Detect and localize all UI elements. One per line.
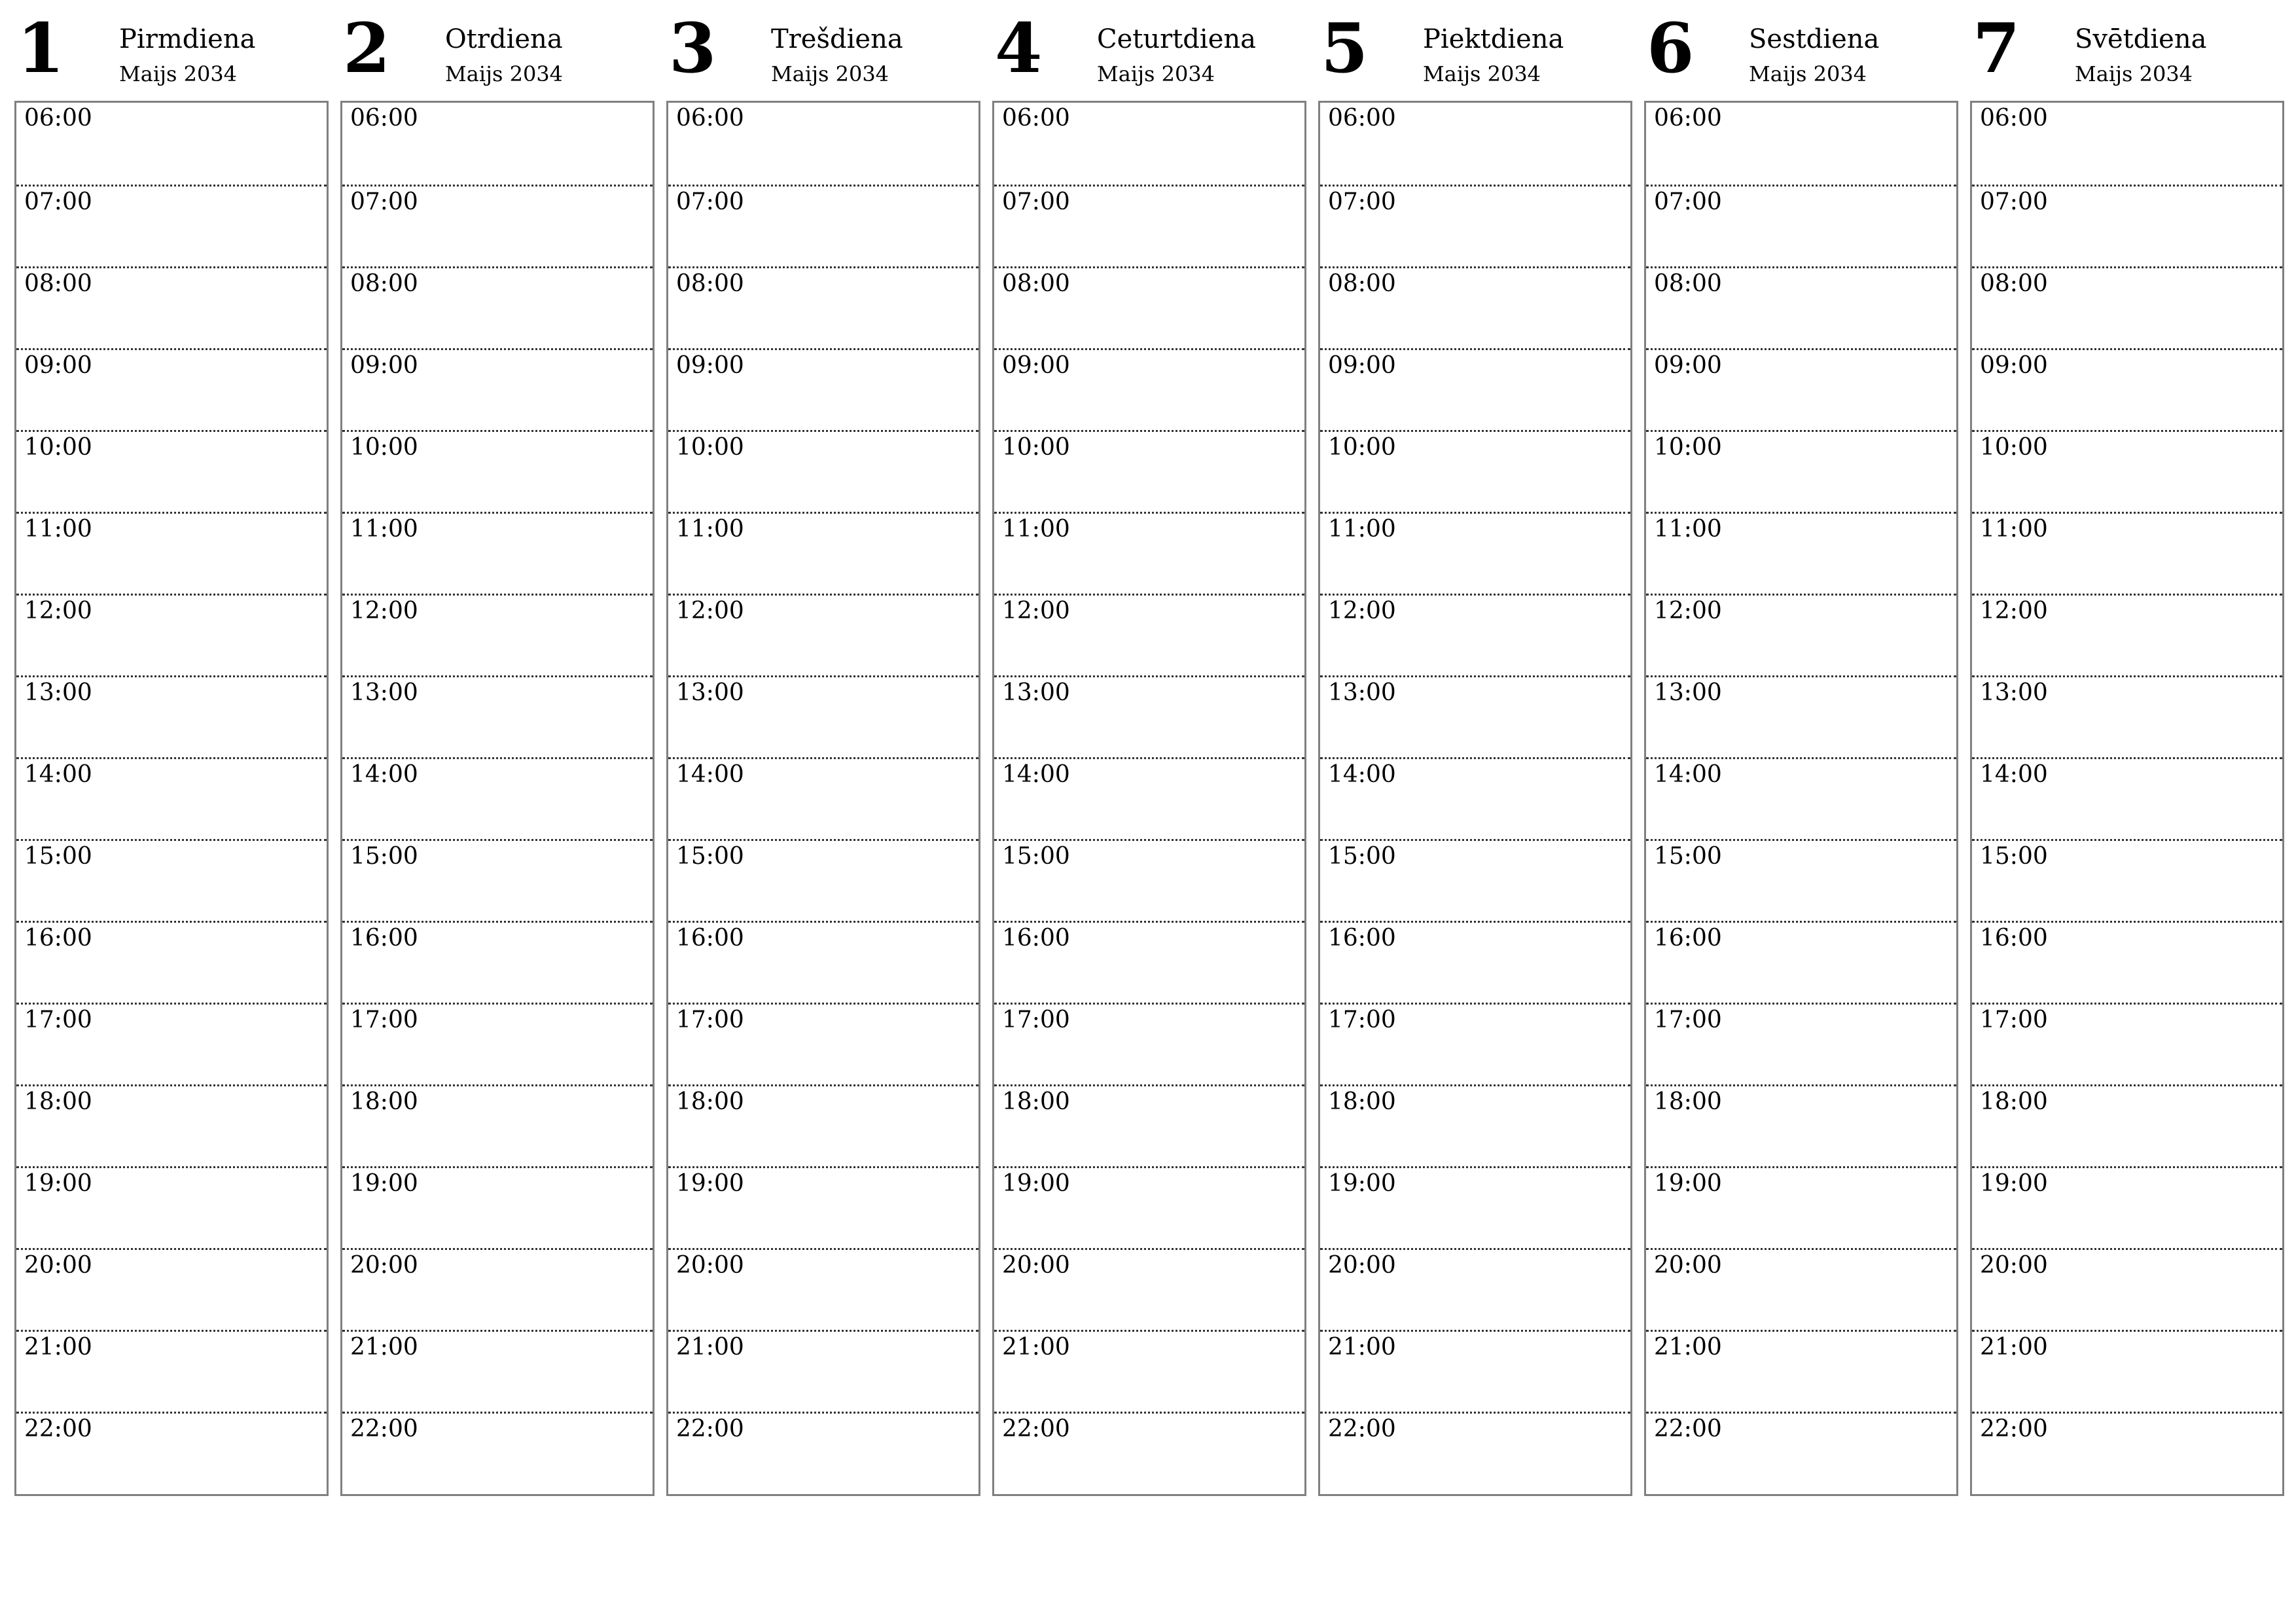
hour-label: 15:00 [1328, 843, 1396, 870]
hour-slot[interactable] [994, 430, 1304, 512]
hour-slot[interactable] [342, 266, 653, 348]
hour-label: 09:00 [24, 352, 92, 379]
hour-slot[interactable] [1320, 185, 1630, 266]
hour-label: 15:00 [676, 843, 744, 870]
hour-label: 07:00 [1002, 188, 1070, 215]
hour-slot[interactable] [16, 1003, 327, 1084]
hour-label: 22:00 [1328, 1416, 1396, 1442]
hour-slot[interactable] [16, 1330, 327, 1412]
hour-label: 18:00 [24, 1088, 92, 1115]
hour-slot[interactable] [1646, 594, 1956, 675]
hour-label: 18:00 [350, 1088, 418, 1115]
hour-slot[interactable] [994, 266, 1304, 348]
hour-slot[interactable] [994, 839, 1304, 921]
hour-slot[interactable] [668, 757, 978, 839]
hour-slot[interactable] [1972, 1330, 2282, 1412]
hour-label: 13:00 [1654, 679, 1722, 706]
hour-label: 20:00 [1980, 1252, 2048, 1279]
hour-label: 18:00 [1328, 1088, 1396, 1115]
hour-label: 08:00 [1328, 270, 1396, 297]
hour-slot[interactable] [16, 839, 327, 921]
hour-slot[interactable] [16, 266, 327, 348]
hour-slot[interactable] [1646, 266, 1956, 348]
day-column [340, 0, 653, 1499]
hour-label: 20:00 [350, 1252, 418, 1279]
hour-label: 17:00 [676, 1007, 744, 1033]
hour-label: 06:00 [1002, 105, 1070, 132]
hour-slot[interactable] [668, 594, 978, 675]
day-header [340, 0, 653, 101]
hour-slot[interactable] [994, 1084, 1304, 1166]
hour-slot[interactable] [342, 757, 653, 839]
hour-slot[interactable] [668, 348, 978, 430]
day-number: 6 [1647, 8, 1695, 88]
day-schedule-box [666, 101, 980, 1496]
hour-label: 06:00 [676, 105, 744, 132]
hour-slot[interactable] [994, 103, 1304, 185]
hour-slot[interactable] [342, 512, 653, 594]
hour-label: 17:00 [1654, 1007, 1722, 1033]
hour-slot[interactable] [342, 1084, 653, 1166]
hour-label: 22:00 [1002, 1416, 1070, 1442]
hour-label: 13:00 [1980, 679, 2048, 706]
hour-label: 10:00 [24, 434, 92, 461]
hour-label: 22:00 [676, 1416, 744, 1442]
hour-label: 18:00 [1002, 1088, 1070, 1115]
hour-slot[interactable] [16, 348, 327, 430]
hour-label: 10:00 [1980, 434, 2048, 461]
hour-label: 22:00 [1654, 1416, 1722, 1442]
hour-slot[interactable] [1320, 1330, 1630, 1412]
hour-label: 06:00 [24, 105, 92, 132]
hour-label: 18:00 [676, 1088, 744, 1115]
hour-slot[interactable] [1972, 1166, 2282, 1248]
day-header [992, 0, 1305, 101]
hour-label: 12:00 [350, 597, 418, 624]
hour-label: 15:00 [1654, 843, 1722, 870]
day-header [666, 0, 979, 101]
hour-slot[interactable] [1972, 1412, 2282, 1493]
day-column [666, 0, 979, 1499]
hour-slot[interactable] [16, 1248, 327, 1330]
hour-slot[interactable] [994, 921, 1304, 1003]
hour-label: 13:00 [24, 679, 92, 706]
hour-slot[interactable] [16, 1166, 327, 1248]
day-column [1644, 0, 1957, 1499]
hour-slot[interactable] [1320, 675, 1630, 757]
day-month-label: Maijs 2034 [771, 62, 889, 86]
hour-label: 21:00 [676, 1334, 744, 1361]
hour-slot[interactable] [668, 839, 978, 921]
hour-label: 07:00 [676, 188, 744, 215]
hour-slot[interactable] [16, 594, 327, 675]
hour-label: 06:00 [350, 105, 418, 132]
hour-slot[interactable] [1972, 103, 2282, 185]
day-number: 7 [1973, 8, 2020, 88]
hour-label: 17:00 [1980, 1007, 2048, 1033]
hour-slot[interactable] [1972, 512, 2282, 594]
hour-slot[interactable] [668, 1003, 978, 1084]
hour-label: 10:00 [1328, 434, 1396, 461]
hour-label: 19:00 [1980, 1170, 2048, 1197]
hour-label: 09:00 [1328, 352, 1396, 379]
hour-label: 21:00 [1002, 1334, 1070, 1361]
hour-slot[interactable] [1972, 348, 2282, 430]
hour-slot[interactable] [342, 594, 653, 675]
hour-label: 08:00 [676, 270, 744, 297]
hour-label: 12:00 [676, 597, 744, 624]
hour-label: 11:00 [676, 516, 744, 543]
hour-label: 18:00 [1654, 1088, 1722, 1115]
hour-label: 20:00 [24, 1252, 92, 1279]
hour-slot[interactable] [1646, 921, 1956, 1003]
day-number: 1 [17, 8, 65, 88]
hour-slot[interactable] [1972, 266, 2282, 348]
hour-label: 08:00 [1980, 270, 2048, 297]
day-name: Otrdiena [445, 24, 563, 54]
hour-slot[interactable] [1972, 839, 2282, 921]
hour-slot[interactable] [668, 921, 978, 1003]
hour-slot[interactable] [668, 1330, 978, 1412]
day-name: Svētdiena [2075, 24, 2207, 54]
day-month-label: Maijs 2034 [119, 62, 238, 86]
hour-label: 09:00 [350, 352, 418, 379]
day-month-label: Maijs 2034 [2075, 62, 2193, 86]
hour-label: 06:00 [1980, 105, 2048, 132]
hour-slot[interactable] [994, 348, 1304, 430]
hour-label: 11:00 [1980, 516, 2048, 543]
hour-label: 19:00 [1654, 1170, 1722, 1197]
hour-label: 22:00 [350, 1416, 418, 1442]
hour-label: 14:00 [1328, 761, 1396, 788]
hour-slot[interactable] [668, 512, 978, 594]
hour-label: 07:00 [24, 188, 92, 215]
hour-label: 15:00 [24, 843, 92, 870]
day-number: 2 [343, 8, 391, 88]
hour-label: 21:00 [24, 1334, 92, 1361]
hour-slot[interactable] [1320, 512, 1630, 594]
hour-slot[interactable] [1320, 103, 1630, 185]
day-name: Sestdiena [1749, 24, 1880, 54]
hour-slot[interactable] [1646, 1248, 1956, 1330]
hour-label: 16:00 [1654, 925, 1722, 952]
hour-slot[interactable] [342, 430, 653, 512]
hour-label: 17:00 [24, 1007, 92, 1033]
hour-slot[interactable] [1320, 1248, 1630, 1330]
hour-slot[interactable] [1972, 430, 2282, 512]
hour-slot[interactable] [994, 512, 1304, 594]
hour-slot[interactable] [1972, 675, 2282, 757]
hour-slot[interactable] [668, 103, 978, 185]
hour-label: 19:00 [24, 1170, 92, 1197]
hour-label: 12:00 [1654, 597, 1722, 624]
hour-slot[interactable] [1320, 1003, 1630, 1084]
hour-label: 21:00 [350, 1334, 418, 1361]
day-number: 5 [1321, 8, 1369, 88]
hour-label: 07:00 [1980, 188, 2048, 215]
day-name: Ceturtdiena [1097, 24, 1256, 54]
hour-label: 09:00 [1654, 352, 1722, 379]
hour-slot[interactable] [1972, 1248, 2282, 1330]
hour-slot[interactable] [1972, 185, 2282, 266]
hour-label: 11:00 [1002, 516, 1070, 543]
day-month-label: Maijs 2034 [1749, 62, 1867, 86]
hour-label: 15:00 [1980, 843, 2048, 870]
hour-slot[interactable] [342, 1003, 653, 1084]
hour-slot[interactable] [994, 1330, 1304, 1412]
hour-label: 21:00 [1980, 1334, 2048, 1361]
day-schedule-box [340, 101, 655, 1496]
day-schedule-box [1318, 101, 1632, 1496]
hour-label: 20:00 [1002, 1252, 1070, 1279]
hour-label: 14:00 [24, 761, 92, 788]
hour-slot[interactable] [994, 1003, 1304, 1084]
day-number: 3 [669, 8, 717, 88]
hour-label: 12:00 [24, 597, 92, 624]
hour-slot[interactable] [668, 675, 978, 757]
hour-slot[interactable] [1320, 921, 1630, 1003]
hour-slot[interactable] [342, 675, 653, 757]
day-header [1970, 0, 2283, 101]
hour-label: 09:00 [1002, 352, 1070, 379]
hour-slot[interactable] [1646, 512, 1956, 594]
hour-label: 16:00 [1980, 925, 2048, 952]
hour-label: 11:00 [1328, 516, 1396, 543]
hour-label: 19:00 [1328, 1170, 1396, 1197]
hour-slot[interactable] [1972, 921, 2282, 1003]
hour-slot[interactable] [1320, 266, 1630, 348]
hour-slot[interactable] [1320, 757, 1630, 839]
day-schedule-box [1970, 101, 2284, 1496]
hour-label: 14:00 [1654, 761, 1722, 788]
hour-label: 08:00 [24, 270, 92, 297]
hour-label: 12:00 [1980, 597, 2048, 624]
hour-slot[interactable] [1646, 1166, 1956, 1248]
hour-slot[interactable] [16, 675, 327, 757]
hour-slot[interactable] [16, 512, 327, 594]
hour-slot[interactable] [342, 185, 653, 266]
hour-label: 12:00 [1002, 597, 1070, 624]
hour-label: 17:00 [1002, 1007, 1070, 1033]
day-schedule-box [1644, 101, 1958, 1496]
hour-label: 19:00 [676, 1170, 744, 1197]
hour-label: 10:00 [1654, 434, 1722, 461]
hour-slot[interactable] [1646, 839, 1956, 921]
hour-label: 09:00 [1980, 352, 2048, 379]
hour-slot[interactable] [342, 1166, 653, 1248]
hour-slot[interactable] [668, 430, 978, 512]
hour-slot[interactable] [1646, 103, 1956, 185]
hour-slot[interactable] [16, 757, 327, 839]
hour-slot[interactable] [342, 1248, 653, 1330]
day-header [1318, 0, 1631, 101]
hour-slot[interactable] [1320, 1166, 1630, 1248]
hour-slot[interactable] [994, 757, 1304, 839]
hour-slot[interactable] [1646, 1003, 1956, 1084]
hour-label: 13:00 [1002, 679, 1070, 706]
hour-label: 07:00 [350, 188, 418, 215]
hour-slot[interactable] [994, 1166, 1304, 1248]
hour-label: 16:00 [676, 925, 744, 952]
hour-label: 12:00 [1328, 597, 1396, 624]
day-number: 4 [995, 8, 1043, 88]
hour-slot[interactable] [1320, 348, 1630, 430]
hour-slot[interactable] [994, 185, 1304, 266]
day-month-label: Maijs 2034 [1097, 62, 1215, 86]
hour-slot[interactable] [994, 675, 1304, 757]
hour-label: 08:00 [1002, 270, 1070, 297]
hour-slot[interactable] [1646, 1084, 1956, 1166]
hour-label: 15:00 [350, 843, 418, 870]
hour-slot[interactable] [1972, 1003, 2282, 1084]
hour-label: 20:00 [1328, 1252, 1396, 1279]
hour-label: 19:00 [350, 1170, 418, 1197]
hour-slot[interactable] [1646, 430, 1956, 512]
hour-label: 11:00 [350, 516, 418, 543]
hour-label: 10:00 [1002, 434, 1070, 461]
hour-slot[interactable] [16, 103, 327, 185]
day-name: Pirmdiena [119, 24, 256, 54]
hour-slot[interactable] [342, 348, 653, 430]
hour-slot[interactable] [994, 594, 1304, 675]
hour-slot[interactable] [1972, 1084, 2282, 1166]
hour-label: 07:00 [1328, 188, 1396, 215]
hour-label: 17:00 [1328, 1007, 1396, 1033]
hour-slot[interactable] [342, 921, 653, 1003]
hour-label: 06:00 [1328, 105, 1396, 132]
hour-label: 16:00 [1002, 925, 1070, 952]
hour-label: 08:00 [1654, 270, 1722, 297]
hour-slot[interactable] [16, 430, 327, 512]
hour-slot[interactable] [342, 839, 653, 921]
hour-slot[interactable] [342, 1330, 653, 1412]
hour-slot[interactable] [1320, 430, 1630, 512]
hour-slot[interactable] [1320, 594, 1630, 675]
day-schedule-box [992, 101, 1306, 1496]
hour-label: 06:00 [1654, 105, 1722, 132]
hour-slot[interactable] [994, 1412, 1304, 1493]
day-column [1970, 0, 2283, 1499]
hour-slot[interactable] [994, 1248, 1304, 1330]
day-column [1318, 0, 1631, 1499]
hour-label: 22:00 [24, 1416, 92, 1442]
day-name: Piektdiena [1423, 24, 1564, 54]
day-column [992, 0, 1305, 1499]
hour-slot[interactable] [16, 921, 327, 1003]
hour-slot[interactable] [668, 185, 978, 266]
hour-label: 16:00 [24, 925, 92, 952]
hour-label: 21:00 [1654, 1334, 1722, 1361]
hour-label: 20:00 [676, 1252, 744, 1279]
weekly-planner [14, 0, 2289, 1499]
hour-slot[interactable] [1320, 1412, 1630, 1493]
hour-slot[interactable] [1320, 839, 1630, 921]
hour-label: 14:00 [350, 761, 418, 788]
hour-slot[interactable] [16, 1084, 327, 1166]
hour-slot[interactable] [1646, 348, 1956, 430]
hour-slot[interactable] [1646, 1412, 1956, 1493]
hour-label: 20:00 [1654, 1252, 1722, 1279]
hour-label: 17:00 [350, 1007, 418, 1033]
hour-label: 11:00 [24, 516, 92, 543]
hour-slot[interactable] [1320, 1084, 1630, 1166]
hour-label: 13:00 [676, 679, 744, 706]
hour-slot[interactable] [1646, 1330, 1956, 1412]
hour-slot[interactable] [16, 1412, 327, 1493]
hour-slot[interactable] [342, 103, 653, 185]
hour-slot[interactable] [1646, 757, 1956, 839]
hour-slot[interactable] [668, 266, 978, 348]
hour-slot[interactable] [668, 1166, 978, 1248]
hour-slot[interactable] [1646, 675, 1956, 757]
hour-label: 14:00 [1002, 761, 1070, 788]
day-month-label: Maijs 2034 [1423, 62, 1541, 86]
hour-label: 08:00 [350, 270, 418, 297]
hour-slot[interactable] [1972, 594, 2282, 675]
hour-label: 21:00 [1328, 1334, 1396, 1361]
hour-label: 14:00 [1980, 761, 2048, 788]
hour-slot[interactable] [1646, 185, 1956, 266]
hour-label: 19:00 [1002, 1170, 1070, 1197]
hour-slot[interactable] [668, 1084, 978, 1166]
hour-slot[interactable] [1972, 757, 2282, 839]
hour-label: 13:00 [350, 679, 418, 706]
hour-label: 09:00 [676, 352, 744, 379]
day-header [14, 0, 327, 101]
hour-label: 13:00 [1328, 679, 1396, 706]
day-schedule-box [14, 101, 329, 1496]
day-month-label: Maijs 2034 [445, 62, 564, 86]
hour-label: 07:00 [1654, 188, 1722, 215]
hour-slot[interactable] [342, 1412, 653, 1493]
hour-label: 10:00 [676, 434, 744, 461]
hour-label: 22:00 [1980, 1416, 2048, 1442]
hour-label: 11:00 [1654, 516, 1722, 543]
day-column [14, 0, 327, 1499]
hour-slot[interactable] [16, 185, 327, 266]
hour-label: 14:00 [676, 761, 744, 788]
hour-label: 18:00 [1980, 1088, 2048, 1115]
hour-label: 10:00 [350, 434, 418, 461]
day-header [1644, 0, 1957, 101]
hour-label: 15:00 [1002, 843, 1070, 870]
hour-label: 16:00 [1328, 925, 1396, 952]
day-name: Trešdiena [771, 24, 903, 54]
hour-slot[interactable] [668, 1248, 978, 1330]
hour-label: 16:00 [350, 925, 418, 952]
hour-slot[interactable] [668, 1412, 978, 1493]
